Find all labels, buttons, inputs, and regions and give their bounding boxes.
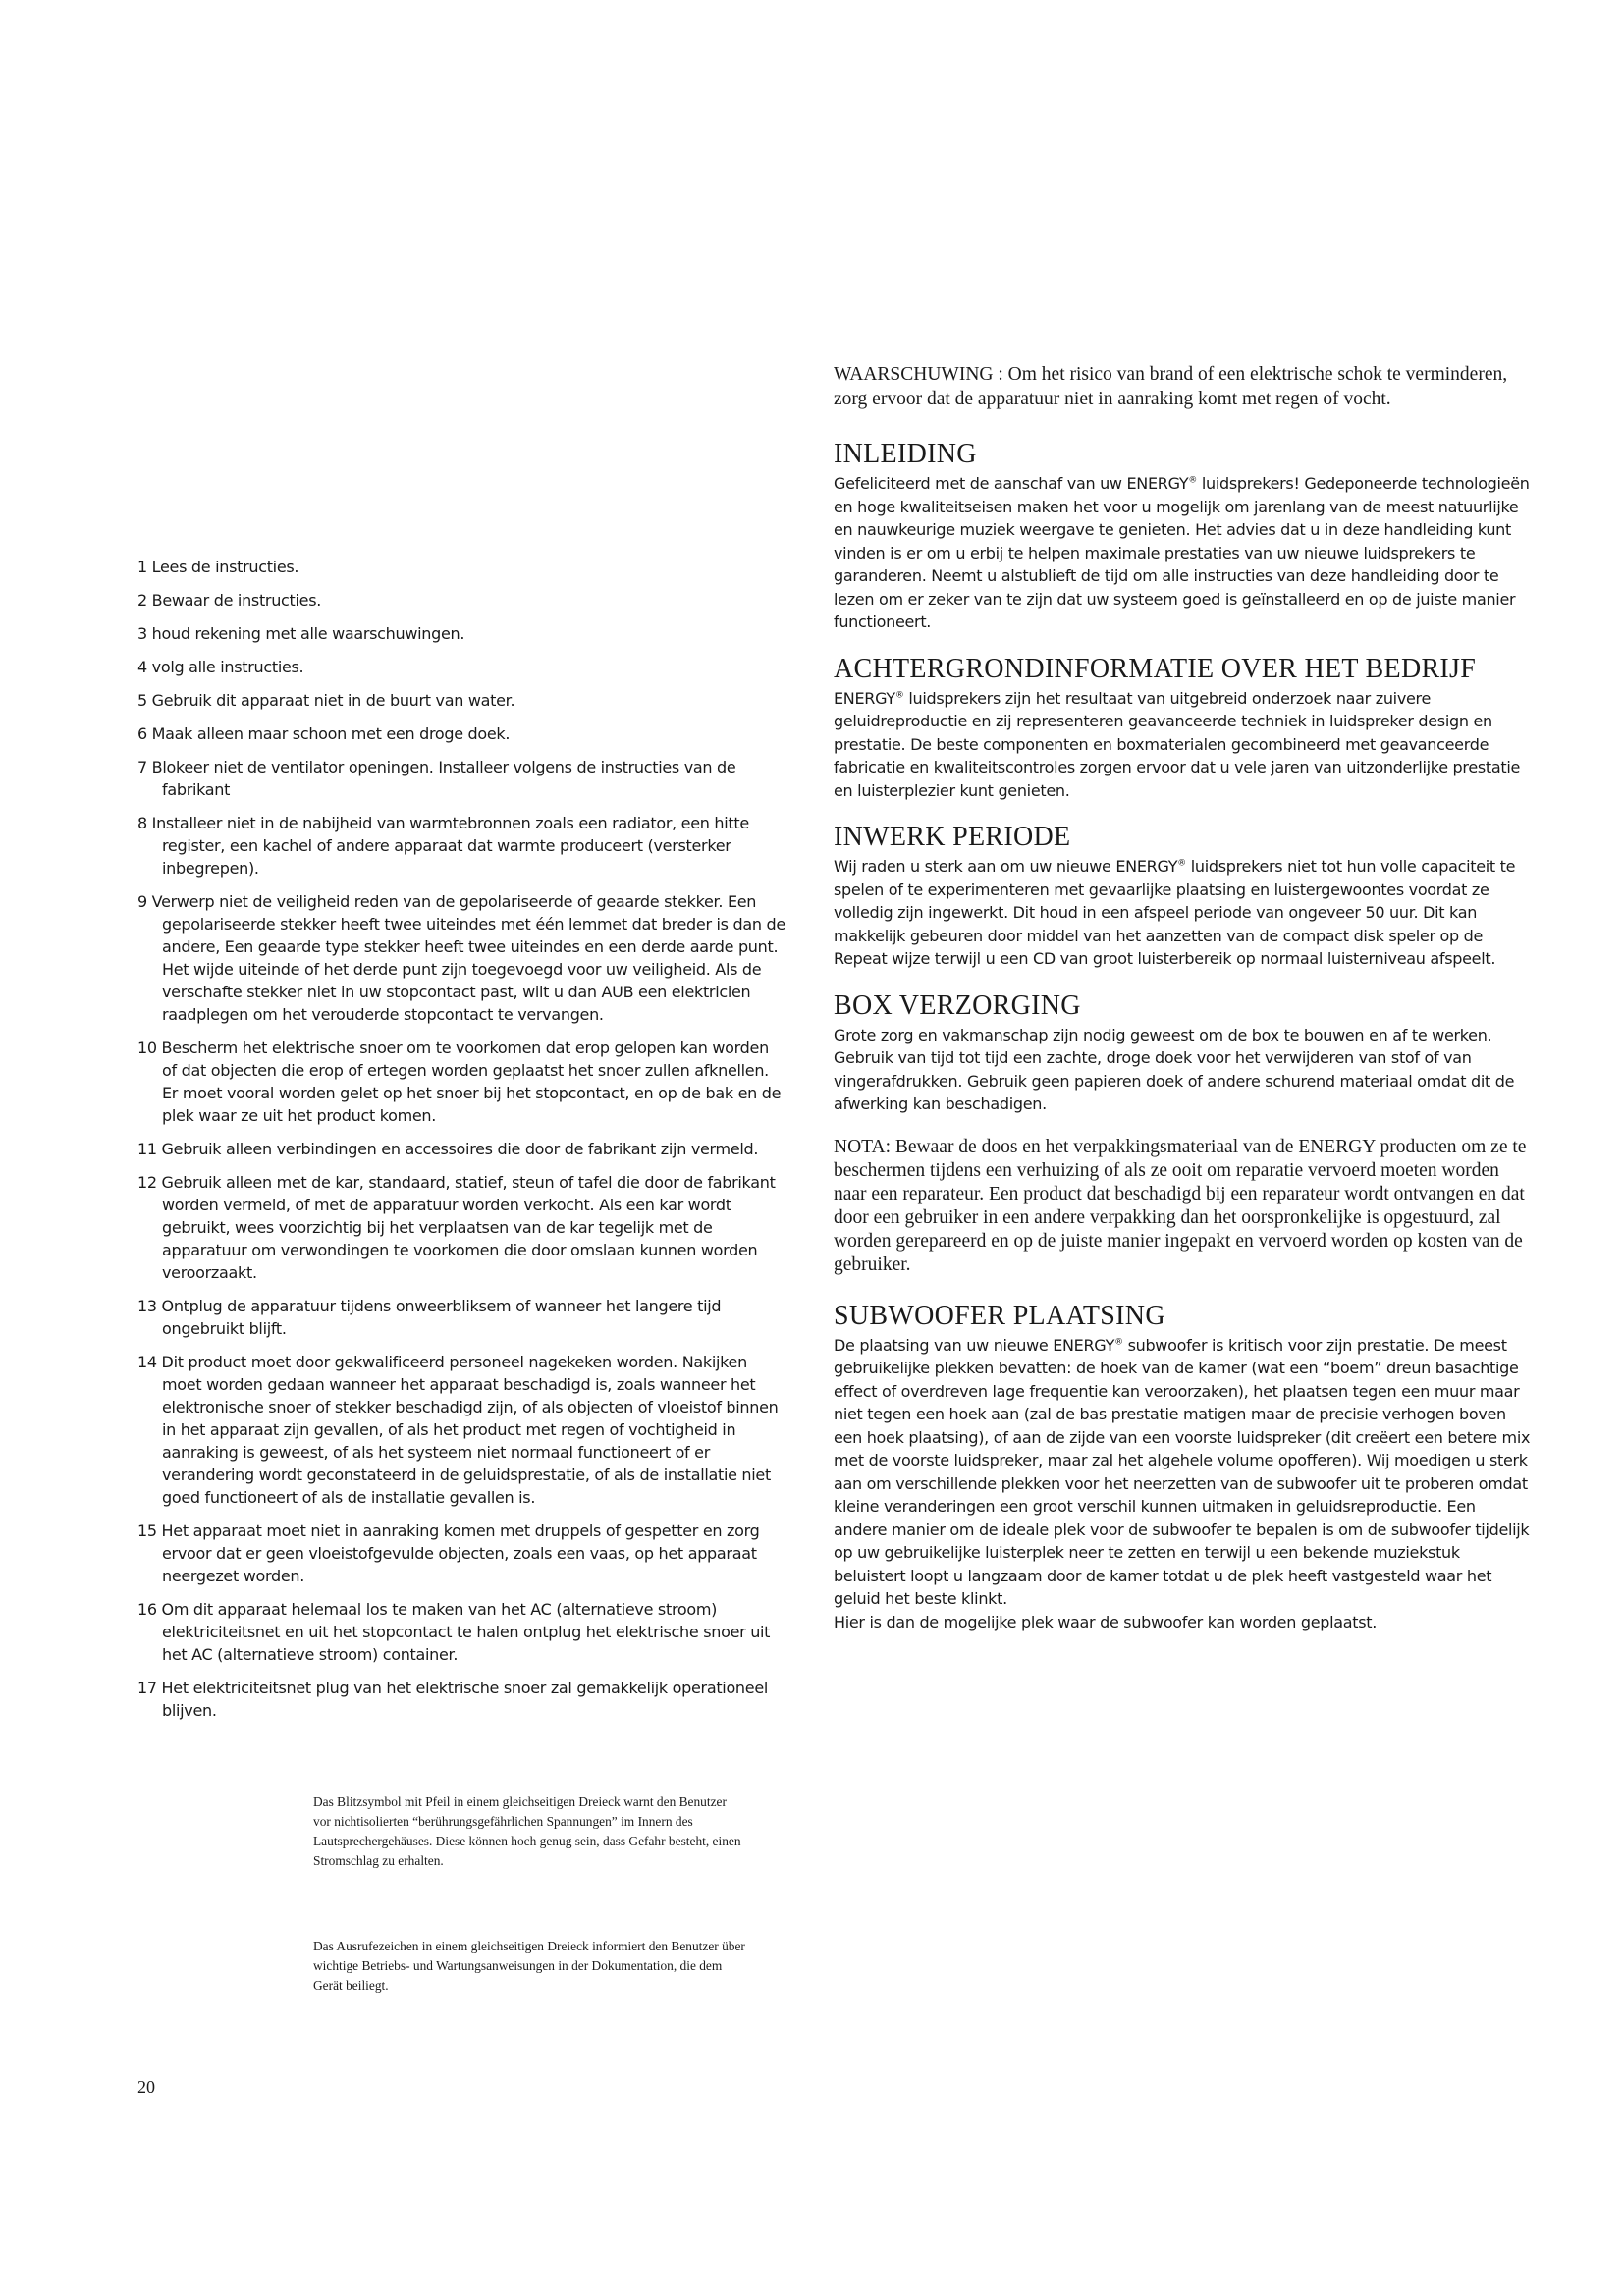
section-body (834, 1334, 1531, 1634)
instruction-item: 7 Blokeer niet de ventilator openingen. Installeer volgens de instructies van de fabrikant (137, 758, 736, 799)
body-text: subwoofer is kritisch voor zijn prestatie. De meest gebruikelijke plekken bevatten: de hoek van de kamer (wat een “boem” dreun basachtige effect of overdreven lage frequentie kan veroorzaken), het plaatsen tegen een muur maar niet tegen een hoek aan (zal de bas prestatie matigen maar de precisie verhogen boven een hoek plaatsing), of aan de zijde van een voorste luidspreker (dit creëert een betere mix met de voorste luidspreker, maar zal het algehele volume opofferen). Wij moedigen u sterk aan om verschillende plekken voor het neerzetten van de subwoofer uit te proberen omdat kleine veranderingen een groot verschil kunnen uitmaken in geluidsreproductie. Een andere manier om de ideale plek voor de subwoofer te bepalen is om de subwoofer tijdelijk op uw gebruikelijke luisterplek neer te zetten en terwijl u een bekende muziekstuk beluistert loopt u langzaam door de kamer totdat u de plek heeft vastgesteld waar het geluid het beste klinkt. (834, 1335, 1531, 1608)
safety-instructions-list (137, 556, 785, 1733)
section-body: Grote zorg en vakmanschap zijn nodig geweest om de box te bouwen en af te werken. Gebruik van tijd tot tijd een zachte, droge doek voor het verwijderen van stof of van vingerafdrukken. Gebruik geen papieren doek of andere schurend materiaal omdat dit de afwerking kan beschadigen. (834, 1025, 1515, 1113)
instruction-item: 15 Het apparaat moet niet in aanraking komen met druppels of gespetter en zorg ervoor dat er geen vloeistofgevulde objecten, zoals een vaas, op het apparaat neergezet worden. (137, 1522, 760, 1585)
body-text: luidsprekers! Gedeponeerde technologieën en hoge kwaliteitseisen maken het voor u mogelijk om jarenlang van de meest natuurlijke en nauwkeurige muziek weergave te genieten. Het advies dat u in deze handleiding kunt vinden is er om u erbij te helpen maximale prestaties van uw nieuwe luidsprekers te garanderen. Neemt u alstublieft de tijd om alle instructies van deze handleiding door te lezen om er zeker van te zijn dat uw systeem goed is geïnstalleerd en op de juiste manier functioneert. (834, 474, 1530, 631)
instruction-item: 14 Dit product moet door gekwalificeerd personeel nagekeken worden. Nakijken moet worden gedaan wanneer het apparaat beschadigd is, zoals wanneer het elektronische snoer of stekker beschadigd zijn, of als objecten of vloeistof binnen in het apparaat zijn gevallen, of als het product met regen of vochtigheid in aanraking is geweest, of als het systeem niet normaal functioneert of er verandering wordt geconstateerd in de geluidsprestatie, of als de installatie niet goed functioneert of als de installatie gevallen is. (137, 1353, 779, 1507)
instruction-item: 8 Installeer niet in de nabijheid van warmtebronnen zoals een radiator, een hitte register, een kachel of andere apparaat dat warmte produceert (versterker inbegrepen). (137, 814, 749, 878)
section-box-verzorging (834, 990, 1531, 1116)
section-subwoofer-plaatsing (834, 1301, 1531, 1634)
instruction-item: 13 Ontplug de apparatuur tijdens onweerbliksem of wanneer het langere tijd ongebruikt blijft. (137, 1297, 722, 1338)
section-title: BOX VERZORGING (834, 989, 1081, 1021)
body-text: Wij raden u sterk aan om uw nieuwe ENERGY (834, 857, 1178, 876)
section-achtergrond (834, 654, 1531, 803)
registered-mark: ® (894, 690, 904, 701)
body-text: De plaatsing van uw nieuwe ENERGY (834, 1335, 1115, 1355)
body-text: Hier is dan de mogelijke plek waar de subwoofer kan worden geplaatst. (834, 1612, 1378, 1631)
section-body (834, 472, 1531, 634)
instruction-item: 4 volg alle instructies. (137, 658, 304, 676)
exclamation-symbol-note: Das Ausrufezeichen in einem gleichseitigen Dreieck informiert den Benutzer über wichtige Betriebs- und Wartungsanweisungen in der Dokumentation, die dem Gerät beiliegt. (313, 1939, 745, 1994)
right-column (834, 362, 1531, 1633)
registered-mark: ® (1188, 475, 1198, 486)
section-title: INWERK PERIODE (834, 822, 1071, 852)
rain-moisture-warning: WAARSCHUWING : Om het risico van brand of een elektrische schok te verminderen, zorg ervoor dat de apparatuur niet in aanraking komt met regen of vocht. (834, 364, 1508, 409)
lightning-symbol-note: Das Blitzsymbol mit Pfeil in einem gleichseitigen Dreieck warnt den Benutzer vor nichtisolierten “berührungsgefährlichen Spannungen” im Innern des Lautsprechergehäuses. Diese können hoch genug sein, dass Gefahr besteht, einen Stromschlag zu erhalten. (313, 1794, 741, 1869)
section-title: ACHTERGRONDINFORMATIE OVER HET BEDRIJF (834, 653, 1477, 684)
registered-mark: ® (1177, 858, 1186, 869)
nota-packaging-note: NOTA: Bewaar de doos en het verpakkingsmateriaal van de ENERGY producten om ze te beschermen tijdens een verhuizing of als ze ooit om reparatie vervoerd moeten worden naar een reparateur. Een product dat beschadigd bij een reparateur wordt ontvangen en dat door een gebruiker in een andere verpakking dan het oorspronkelijke is opgestuurd, zal worden gerepareerd en op de juiste manier ingepakt en vervoerd worden op kosten van de gebruiker. (834, 1136, 1527, 1275)
body-text: luidsprekers niet tot hun volle capaciteit te spelen of te experimenteren met gevaarlijke plaatsing en luistergewoontes voordat ze volledig zijn ingewerkt. Dit houd in een afspeel periode van ongeveer 50 uur. Dit kan makkelijk gebeuren door middel van het aanzetten van de compact disk speler op de Repeat wijze terwijl u een CD van groot luisterbereik op normaal luisterniveau afspeelt. (834, 857, 1516, 968)
instruction-item: 3 houd rekening met alle waarschuwingen. (137, 624, 465, 643)
instruction-item: 12 Gebruik alleen met de kar, standaard, statief, steun of tafel die door de fabrikant worden vermeld, of met de apparatuur worden verkocht. Als een kar wordt gebruikt, wees voorzichtig bij het verplaatsen van de kar tegelijk met de apparatuur om verwondingen te voorkomen die door omslaan kunnen worden veroorzaakt. (137, 1173, 776, 1282)
section-title: SUBWOOFER PLAATSING (834, 1300, 1165, 1331)
instruction-item: 17 Het elektriciteitsnet plug van het elektrische snoer zal gemakkelijk operationeel blijven. (137, 1679, 769, 1720)
section-body (834, 855, 1531, 971)
section-inwerk-periode (834, 822, 1531, 971)
body-text: luidsprekers zijn het resultaat van uitgebreid onderzoek naar zuivere geluidreproductie en zij representeren geavanceerde techniek in luidspreker design en prestatie. De beste componenten en boxmaterialen gecombineerd met geavanceerde fabricatie en kwaliteitscontroles zorgen ervoor dat u vele jaren van uitzonderlijke prestatie en luisterplezier kunt genieten. (834, 688, 1521, 800)
instruction-item: 10 Bescherm het elektrische snoer om te voorkomen dat erop gelopen kan worden of dat objecten die erop of ertegen worden geplaatst het snoer zullen afknellen. Er moet vooral worden gelet op het snoer bij het stopcontact, en op de bak en de plek waar ze uit het product komen. (137, 1039, 782, 1125)
page-number: 20 (137, 2077, 155, 2097)
instruction-item: 16 Om dit apparaat helemaal los te maken van het AC (alternatieve stroom) elektriciteitsnet en uit het stopcontact te halen ontplug het elektrische snoer uit het AC (alternatieve stroom) container. (137, 1600, 771, 1664)
instruction-item: 5 Gebruik dit apparaat niet in de buurt van water. (137, 691, 515, 710)
section-body (834, 687, 1531, 803)
section-inleiding (834, 439, 1531, 634)
section-title: INLEIDING (834, 439, 977, 469)
instruction-item: 9 Verwerp niet de veiligheid reden van de gepolariseerde of geaarde stekker. Een gepolariseerde stekker heeft twee uiteindes met één lemmet dat breder is dan de andere, Een geaarde type stekker heeft twee uiteindes en een derde aarde punt. Het wijde uiteinde of het derde punt zijn toegevoegd voor uw veiligheid. Als de verschafte stekker niet in uw stopcontact past, wilt u dan AUB een elektricien raadplegen om het verouderde stopcontact te vervangen. (137, 892, 785, 1024)
body-text: Gefeliciteerd met de aanschaf van uw ENERGY (834, 474, 1189, 493)
instruction-item: 1 Lees de instructies. (137, 558, 299, 576)
instruction-item: 11 Gebruik alleen verbindingen en accessoires die door de fabrikant zijn vermeld. (137, 1140, 759, 1158)
instruction-item: 6 Maak alleen maar schoon met een droge doek. (137, 724, 511, 743)
instruction-item: 2 Bewaar de instructies. (137, 591, 322, 610)
body-text: ENERGY (834, 688, 895, 708)
registered-mark: ® (1114, 1337, 1123, 1348)
